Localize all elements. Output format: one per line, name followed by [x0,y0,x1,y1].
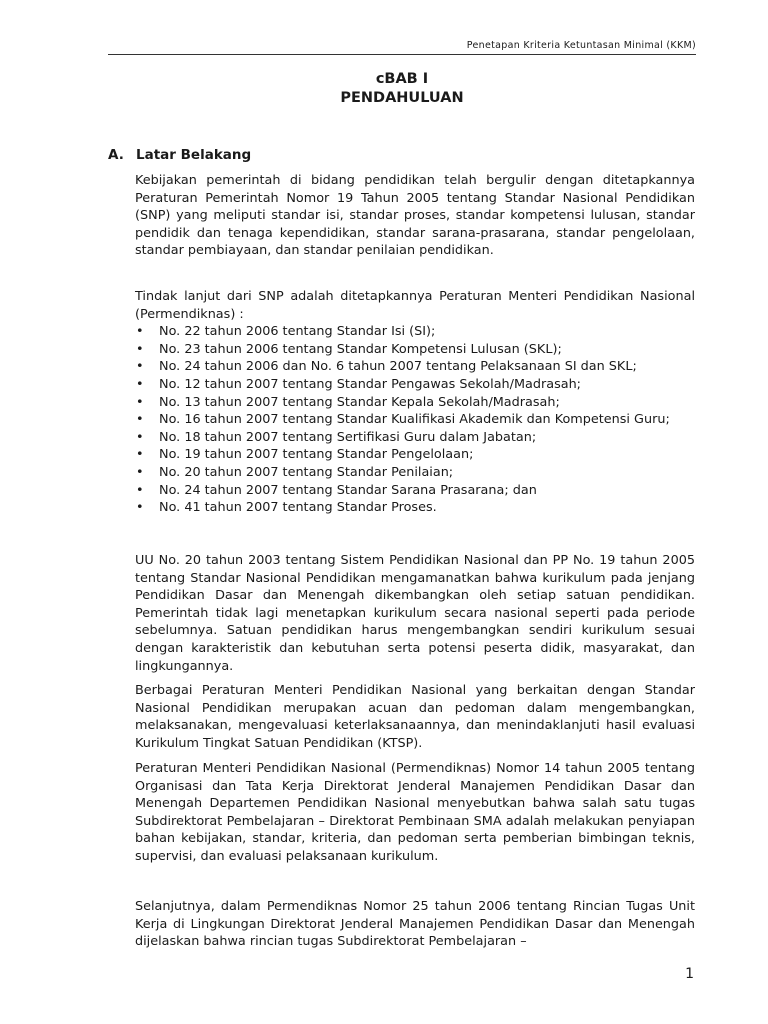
list-item: • No. 24 tahun 2006 dan No. 6 tahun 2007 tentang Pelaksanaan SI dan SKL; [135,358,695,376]
section-title: Latar Belakang [136,147,252,163]
paragraph-text: Selanjutnya, dalam Permendiknas Nomor 25 tahun 2006 tentang Rincian Tugas Unit Kerja di Lingkungan Direktorat Jenderal Manajemen Pendidikan Dasar dan Menengah dijelaskan bahwa rincian tugas Subdirektorat Pembelajaran – [135,899,695,950]
list-item: • No. 41 tahun 2007 tentang Standar Proses. [135,499,695,517]
chapter-heading [108,70,696,108]
chapter-title: PENDAHULUAN [340,90,464,106]
paragraph-1 [135,172,695,260]
list-item: • No. 20 tahun 2007 tentang Standar Penilaian; [135,464,695,482]
list-item: • No. 12 tahun 2007 tentang Standar Pengawas Sekolah/Madrasah; [135,376,695,394]
paragraph-5 [135,760,695,866]
paragraph-6 [135,898,695,951]
list-item: • No. 18 tahun 2007 tentang Sertifikasi Guru dalam Jabatan; [135,429,695,447]
chapter-number: cBAB I [375,71,429,87]
list-item: • No. 16 tahun 2007 tentang Standar Kualifikasi Akademik dan Kompetensi Guru; [135,411,695,429]
paragraph-text: Kebijakan pemerintah di bidang pendidikan telah bergulir dengan ditetapkannya Peraturan Pemerintah Nomor 19 Tahun 2005 tentang Standar Nasional Pendidikan (SNP) yang meliputi standar isi, standar proses, standar kompetensi lulusan, standar pendidik dan tenaga kependidikan, standar sarana-prasarana, standar pengelolaan, standar pembiayaan, dan standar penilaian pendidikan. [135,173,695,259]
regulation-list [135,323,695,517]
list-item: • No. 13 tahun 2007 tentang Standar Kepala Sekolah/Madrasah; [135,394,695,412]
list-item: • No. 23 tahun 2006 tentang Standar Kompetensi Lulusan (SKL); [135,341,695,359]
paragraph-text: Berbagai Peraturan Menteri Pendidikan Nasional yang berkaitan dengan Standar Nasional Pendidikan merupakan acuan dan pedoman dalam mengembangkan, melaksanakan, mengevaluasi keterlaksanaannya, dan menindaklanjuti hasil evaluasi Kurikulum Tingkat Satuan Pendidikan (KTSP). [135,683,695,751]
list-item: • No. 22 tahun 2006 tentang Standar Isi (SI); [135,323,695,341]
running-header: Penetapan Kriteria Ketuntasan Minimal (KKM) [108,40,696,55]
paragraph-text: Tindak lanjut dari SNP adalah ditetapkannya Peraturan Menteri Pendidikan Nasional (Permendiknas) : [135,289,695,322]
list-item: • No. 24 tahun 2007 tentang Standar Sarana Prasarana; dan [135,482,695,500]
page-number: 1 [685,966,694,982]
paragraph-text: Peraturan Menteri Pendidikan Nasional (Permendiknas) Nomor 14 tahun 2005 tentang Organisasi dan Tata Kerja Direktorat Jenderal Manajemen Pendidikan Dasar dan Menengah Departemen Pendidikan Nasional menyebutkan bahwa salah satu tugas Subdirektorat Pembelajaran – Direktorat Pembinaan SMA adalah melakukan penyiapan bahan kebijakan, standar, kriteria, dan pedoman serta pemberian bimbingan teknis, supervisi, dan evaluasi pelaksanaan kurikulum. [135,761,695,864]
paragraph-4 [135,682,695,752]
list-item: • No. 19 tahun 2007 tentang Standar Pengelolaan; [135,446,695,464]
section-heading [108,146,251,164]
paragraph-3 [135,552,695,675]
section-letter: A. [108,147,124,163]
paragraph-2 [135,288,695,517]
paragraph-text: UU No. 20 tahun 2003 tentang Sistem Pendidikan Nasional dan PP No. 19 tahun 2005 tentang Standar Nasional Pendidikan mengamanatkan bahwa kurikulum pada jenjang Pendidikan Dasar dan Menengah dikembangkan oleh setiap satuan pendidikan. Pemerintah tidak lagi menetapkan kurikulum secara nasional seperti pada periode sebelumnya. Satuan pendidikan harus mengembangkan sendiri kurikulum sesuai dengan karakteristik dan kebutuhan serta potensi peserta didik, masyarakat, dan lingkungannya. [135,553,695,674]
